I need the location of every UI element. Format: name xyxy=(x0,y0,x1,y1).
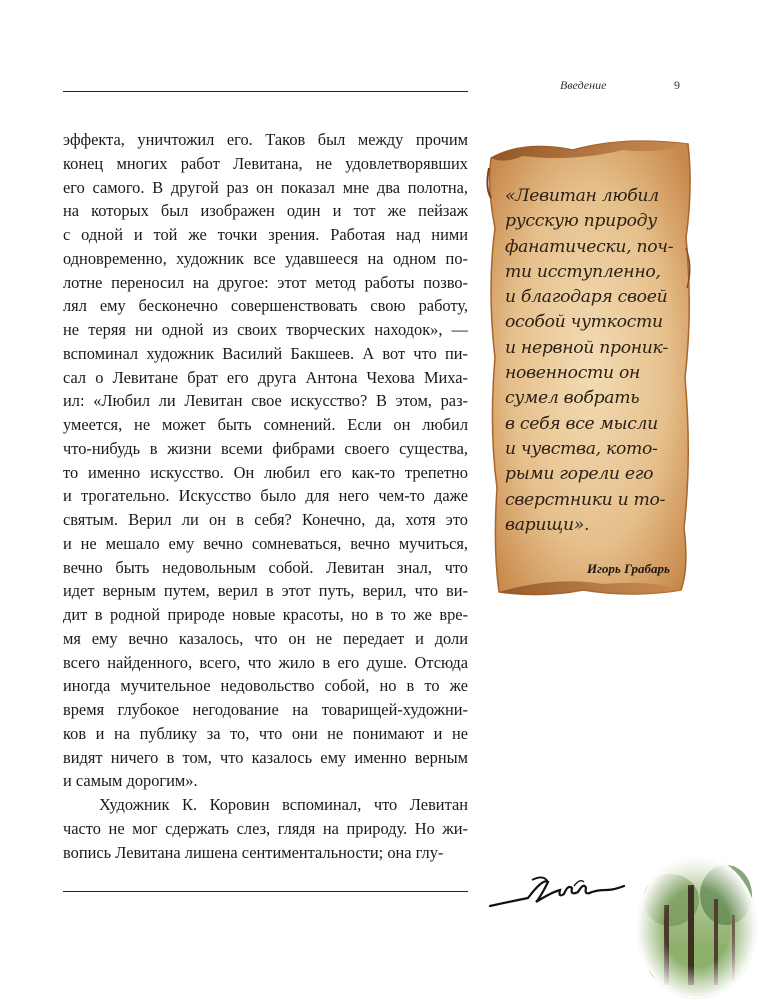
text-line: его самого. В другой раз он показал мне два полотна, xyxy=(63,177,468,197)
text-line: эффекта, уничтожил его. Таков был между прочим xyxy=(63,130,468,149)
text-line: варищи». xyxy=(505,514,590,535)
text-line: в себя все мысли xyxy=(505,413,658,434)
text-line: русскую природу xyxy=(505,211,657,232)
text-line: ти исступленно, xyxy=(505,261,661,282)
text-line: всего найденного, всего, что жило в его душе. Отсюда xyxy=(63,652,468,672)
text-line: сверстники и то- xyxy=(505,489,666,510)
text-line: иногда мучительное недовольство собой, но в то же xyxy=(63,676,468,696)
text-line: часто не мог сдержать слез, глядя на природу. Но жи- xyxy=(63,818,468,838)
quote-author: Игорь Грабарь xyxy=(586,561,670,576)
text-line: и самым дорогим». xyxy=(63,771,198,791)
page-number: 9 xyxy=(674,78,680,92)
text-line: умеется, не может быть сомнений. Если он любил xyxy=(63,415,468,434)
text-line: святым. Верил ли он в себя? Конечно, да, хотя это xyxy=(63,510,468,529)
text-line: новенности он xyxy=(505,363,641,384)
text-line: ил: «Любил ли Левитан свое искусство? В этом, раз- xyxy=(63,391,468,411)
text-line: то именно искусство. Он любил его как-то трепетно xyxy=(63,462,468,482)
text-line: вспоминал художник Василий Бакшеев. А вот что пи- xyxy=(63,343,468,363)
header-rule xyxy=(63,91,468,92)
text-line: Художник К. Коровин вспоминал, что Левитан xyxy=(99,795,468,814)
text-line: что-нибудь в жизни всеми фибрами своего существа, xyxy=(63,438,468,458)
text-line: конец многих работ Левитана, не удовлетворявших xyxy=(63,153,468,173)
paragraph-2 xyxy=(63,793,468,864)
levitan-signature xyxy=(488,868,628,918)
text-line: и благодаря своей xyxy=(505,287,668,308)
running-head xyxy=(560,78,680,93)
text-line: сумел вобрать xyxy=(505,388,640,409)
text-line: сал о Левитане брат его друга Антона Чехова Миха- xyxy=(63,367,468,387)
text-line: лял ему бесконечно совершенствовать свою работу, xyxy=(63,296,468,316)
text-line: «Левитан любил xyxy=(505,186,659,206)
text-line: фанатически, поч- xyxy=(505,236,674,257)
text-line: одновременно, художник все удавшееся на одном по- xyxy=(63,248,468,268)
text-line: лотне переносил на другое: этот метод работы позво- xyxy=(63,272,468,292)
text-line: и нервной проник- xyxy=(505,337,669,358)
text-line: вечно быть недовольным собой. Левитан знал, что xyxy=(63,557,468,577)
text-line: идет верным путем, верил в этот путь, верил, что ви- xyxy=(63,581,468,601)
text-line: и не мешало ему вечно сомневаться, вечно мучиться, xyxy=(63,533,468,553)
text-line: особой чуткости xyxy=(505,312,663,333)
text-line: рыми горели его xyxy=(505,464,654,485)
quote-text xyxy=(505,184,685,538)
text-line: видят ничего в том, что казалось ему именно верным xyxy=(63,747,468,767)
text-line: вопись Левитана лишена сентиментальности; она глу- xyxy=(63,842,444,862)
text-line: и трогательно. Искусство было для него чем-то даже xyxy=(63,486,468,506)
text-line: время глубокое негодование на товарищей-художни- xyxy=(63,700,468,719)
forest-vignette-image xyxy=(636,855,759,1000)
main-text xyxy=(63,128,468,864)
text-line: дит в родной природе новые красоты, но в то же вре- xyxy=(63,605,468,624)
text-line: мя ему вечно казалось, что он не передает и доли xyxy=(63,628,468,648)
text-line: не теряя ни одной из своих творческих находок», — xyxy=(63,320,468,339)
text-line: ков и на публику за то, что они не понимают и не xyxy=(63,723,468,743)
section-title: Введение xyxy=(560,78,607,92)
paragraph-1 xyxy=(63,128,468,793)
footer-rule xyxy=(63,891,468,892)
text-line: на которых был изображен один и тот же пейзаж xyxy=(63,201,468,221)
text-line: и чувства, кото- xyxy=(505,438,658,459)
text-line: с одной и той же точки зрения. Работая над ними xyxy=(63,225,468,244)
